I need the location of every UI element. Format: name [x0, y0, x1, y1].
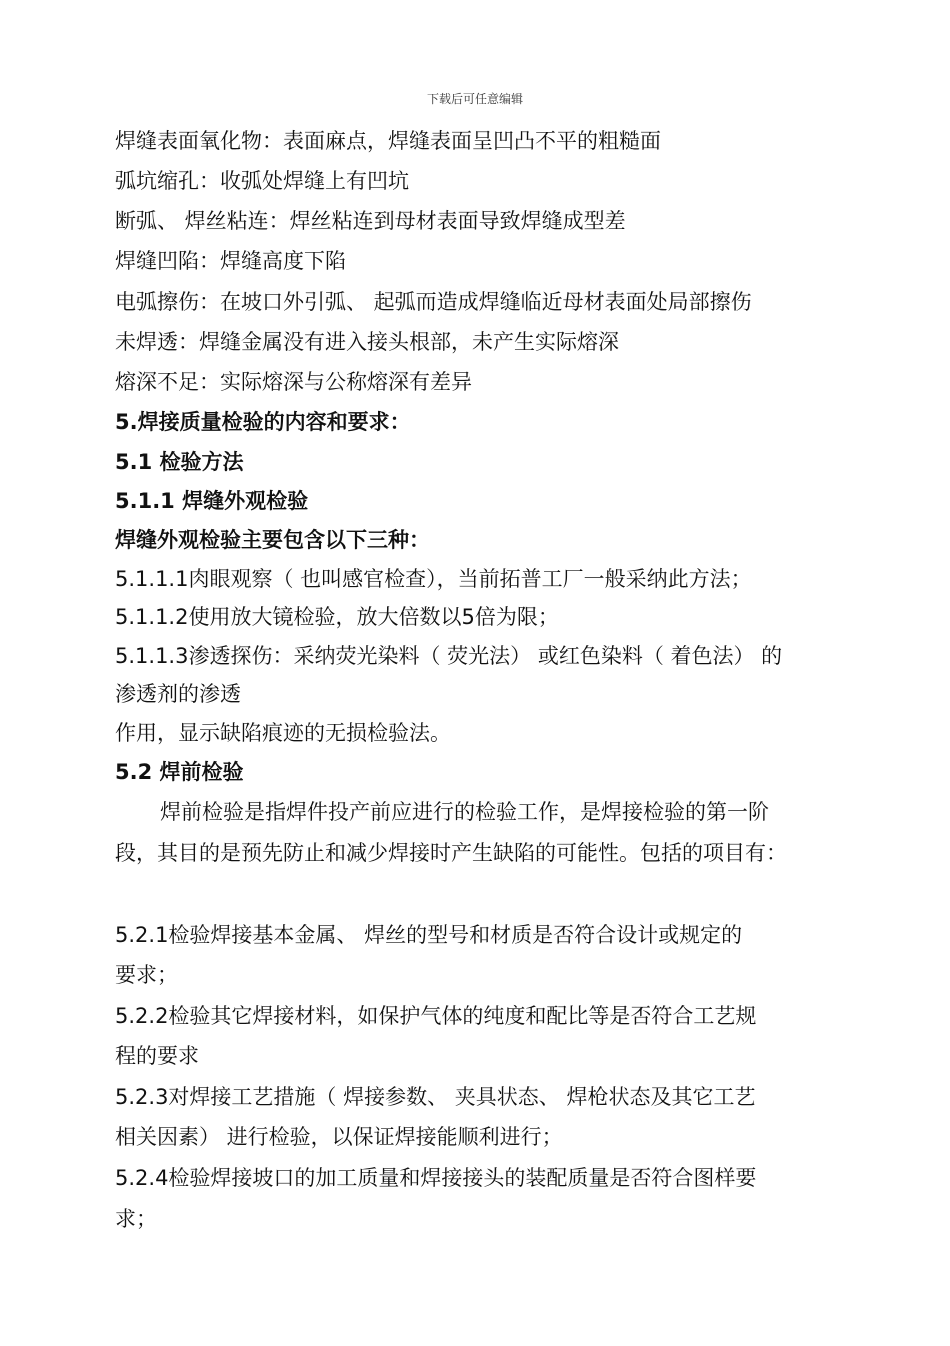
section-heading: 5.2 焊前检验	[115, 760, 244, 784]
text-line: 焊缝凹陷：焊缝高度下陷	[115, 249, 346, 273]
text-line: 相关因素） 进行检验，以保证焊接能顺利进行；	[115, 1125, 563, 1149]
text-line: 程的要求	[115, 1044, 199, 1068]
text-line: 焊前检验是指焊件投产前应进行的检验工作，是焊接检验的第一阶	[160, 800, 769, 824]
text-line: 求；	[115, 1207, 157, 1231]
page-header: 下载后可任意编辑	[426, 92, 523, 106]
text-line: 断弧、 焊丝粘连：焊丝粘连到母材表面导致焊缝成型差	[115, 209, 626, 233]
text-line: 段，其目的是预先防止和减少焊接时产生缺陷的可能性。包括的项目有：	[115, 841, 787, 865]
text-line: 弧坑缩孔：收弧处焊缝上有凹坑	[115, 169, 409, 193]
text-line: 作用，显示缺陷痕迹的无损检验法。	[115, 721, 451, 745]
text-line: 5.2.2检验其它焊接材料，如保护气体的纯度和配比等是否符合工艺规	[115, 1004, 757, 1028]
text-line: 5.1.1.2使用放大镜检验，放大倍数以5倍为限；	[115, 605, 559, 629]
section-heading: 5.1 检验方法	[115, 450, 244, 474]
text-line: 5.1.1.1肉眼观察（ 也叫感官检查），当前拓普工厂一般采纳此方法；	[115, 567, 752, 591]
text-line: 电弧擦伤：在坡口外引弧、 起弧而造成焊缝临近母材表面处局部擦伤	[115, 290, 752, 314]
text-line: 5.2.4检验焊接坡口的加工质量和焊接接头的装配质量是否符合图样要	[115, 1166, 757, 1190]
text-line: 渗透剂的渗透	[115, 682, 241, 706]
section-heading: 焊缝外观检验主要包含以下三种：	[115, 528, 430, 552]
text-line: 焊缝表面氧化物：表面麻点，焊缝表面呈凹凸不平的粗糙面	[115, 129, 661, 153]
text-line: 要求；	[115, 963, 178, 987]
text-line: 5.2.3对焊接工艺措施（ 焊接参数、 夹具状态、 焊枪状态及其它工艺	[115, 1085, 756, 1109]
text-line: 未焊透：焊缝金属没有进入接头根部，未产生实际熔深	[115, 330, 619, 354]
text-line: 5.1.1.3渗透探伤：采纳荧光染料（ 荧光法） 或红色染料（ 着色法） 的	[115, 644, 783, 668]
section-heading: 5.1.1 焊缝外观检验	[115, 489, 309, 513]
text-line: 5.2.1检验焊接基本金属、 焊丝的型号和材质是否符合设计或规定的	[115, 923, 743, 947]
section-heading: 5.焊接质量检验的内容和要求：	[115, 410, 411, 434]
text-line: 熔深不足：实际熔深与公称熔深有差异	[115, 370, 472, 394]
